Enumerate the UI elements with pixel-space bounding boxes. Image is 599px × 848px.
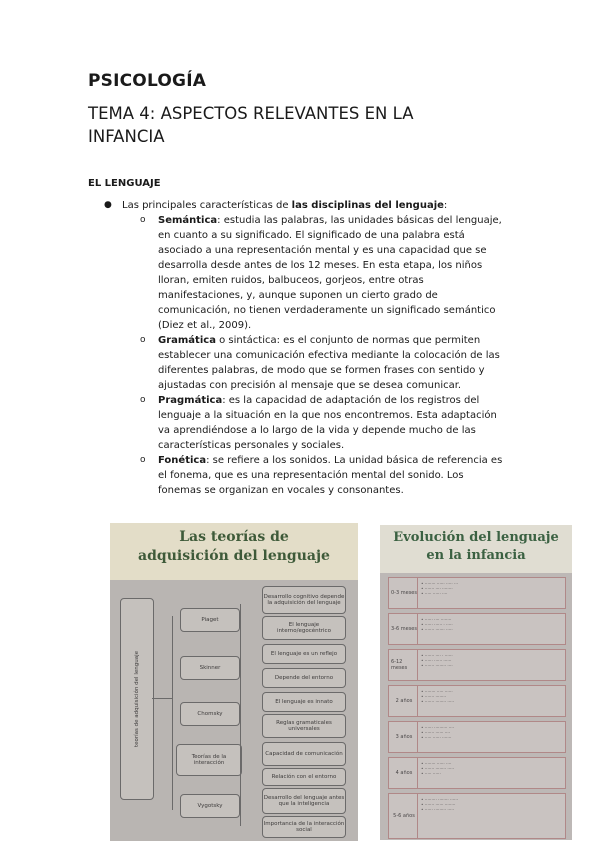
- theory-note: El lenguaje interno/egocéntrico: [262, 616, 346, 640]
- connector-line: [240, 604, 241, 826]
- theory-note: Desarrollo del lenguaje antes que la inteligencia: [262, 788, 346, 814]
- theorist-node: Chomsky: [180, 702, 240, 726]
- diagram-root-node: teorías de adquisición del lenguaje: [120, 598, 154, 800]
- evolution-row: 5-6 años • ········· ········ ······ • ······· ······ ········ • ······ ········· ·····: [388, 793, 566, 839]
- theorist-node: Piaget: [180, 608, 240, 632]
- illegible-text: • ········ ······ ····· ··· • ······· ···· ········ • ····· ······ ····: [421, 581, 459, 596]
- evolution-table: [380, 573, 572, 840]
- page-subject: PSICOLOGÍA: [88, 71, 207, 91]
- theory-note: Reglas gramaticales universales: [262, 714, 346, 738]
- illegible-text: • ········ ····· ······ • ······· ········ • ······· ········ ·····: [421, 689, 455, 704]
- list-item-pragmatica: o Pragmática: es la capacidad de adaptación de los registros del lenguaje a la situación en la que nos encontremos. Esta adaptación va aprendiéndose a lo largo de la vida y depende mucho de las características personales y sociales.: [140, 395, 497, 451]
- theorist-node: Vygotsky: [180, 794, 240, 818]
- evolution-row: 6-12 meses • ······· ···· · ······ • ······ ······ ······ • ······· ········ ····: [388, 649, 566, 681]
- theory-note: Depende del entorno: [262, 668, 346, 688]
- evolution-row: 0-3 meses • ········ ······ ····· ··· • ······· ···· ········ • ····· ······ ····: [388, 577, 566, 609]
- illegible-text: • ······· ···· · ······ • ······ ······ ······ • ······· ········ ····: [421, 653, 453, 668]
- theory-note: El lenguaje es un reflejo: [262, 644, 346, 664]
- circle-bullet-icon: o: [140, 455, 146, 465]
- circle-bullet-icon: o: [140, 335, 146, 345]
- illegible-text: • ········· ········ ······ • ······· ······ ········ • ······ ········· ·····: [421, 797, 459, 812]
- page-topic: TEMA 4: ASPECTOS RELEVANTES EN LA INFANCIA: [88, 104, 414, 146]
- section-title: EL LENGUAJE: [88, 178, 161, 189]
- illegible-text: • ········ ······ ···· • ······· ········ ····· • ····· ······: [421, 761, 455, 776]
- evolution-figure: [380, 525, 572, 840]
- theory-note: Desarrollo cognitivo depende la adquisición del lenguaje: [262, 586, 346, 614]
- evolution-row: 3 años • ······ ·········· ···· • ······· ······ ···· • ····· ······ ·······: [388, 721, 566, 753]
- illegible-text: • ······ ···· ········ • ······ ······ · ····· • ······· ······· ·····: [421, 617, 453, 632]
- list-item-fonetica: o Fonética: se refiere a los sonidos. La unidad básica de referencia es el fonema, que es una representación mental del sonido. Los fonemas se organizan en vocales y consonantes.: [140, 455, 503, 496]
- theory-note: Relación con el entorno: [262, 768, 346, 786]
- theory-note: El lenguaje es innato: [262, 692, 346, 712]
- list-item-semantica: o Semántica: estudia las palabras, las unidades básicas del lenguaje, en cuanto a su significado. El significado de una palabra está asociado a una representación mental y es una capacidad que se desarrolla desde antes de los 12 meses. En esta etapa, los niños lloran, emiten ruidos, balbuceos, gorjeos, entre otras manifestaciones, y, aunque suponen un cierto grado de comunicación, no tienen verdaderamente un significado semántico (Diez et al., 2009).: [140, 215, 502, 331]
- list-item-gramatica: o Gramática o sintáctica: es el conjunto de normas que permiten establecer una comunicación efectiva mediante la colocación de las diferentes palabras, de modo que se formen frases con sentido y ajustadas con precisión al mensaje que se desea comunicar.: [140, 335, 500, 391]
- evolution-row: 4 años • ········ ······ ···· • ······· ········ ····· • ····· ······: [388, 757, 566, 789]
- evolution-row: 3-6 meses • ······ ···· ········ • ······ ······ · ····· • ······· ······· ·····: [388, 613, 566, 645]
- theories-figure: [110, 523, 358, 841]
- theory-note: Importancia de la interacción social: [262, 816, 346, 838]
- theory-note: Capacidad de comunicación: [262, 742, 346, 766]
- bullet-icon: ●: [104, 200, 112, 210]
- connector-line: [152, 698, 172, 699]
- theories-figure-title: Las teorías de adquisición del lenguaje: [110, 523, 358, 580]
- illegible-text: • ······ ·········· ···· • ······· ······ ···· • ····· ······ ·······: [421, 725, 455, 740]
- theorist-node: Teorías de la interacción: [176, 744, 242, 776]
- circle-bullet-icon: o: [140, 395, 146, 405]
- connector-line: [172, 616, 173, 810]
- evolution-figure-title: Evolución del lenguaje en la infancia: [380, 525, 572, 573]
- disciplines-list: [140, 213, 508, 498]
- theories-diagram: [110, 580, 358, 841]
- theorist-node: Skinner: [180, 656, 240, 680]
- evolution-row: 2 años • ········ ····· ······ • ······· ········ • ······· ········ ·····: [388, 685, 566, 717]
- circle-bullet-icon: o: [140, 215, 146, 225]
